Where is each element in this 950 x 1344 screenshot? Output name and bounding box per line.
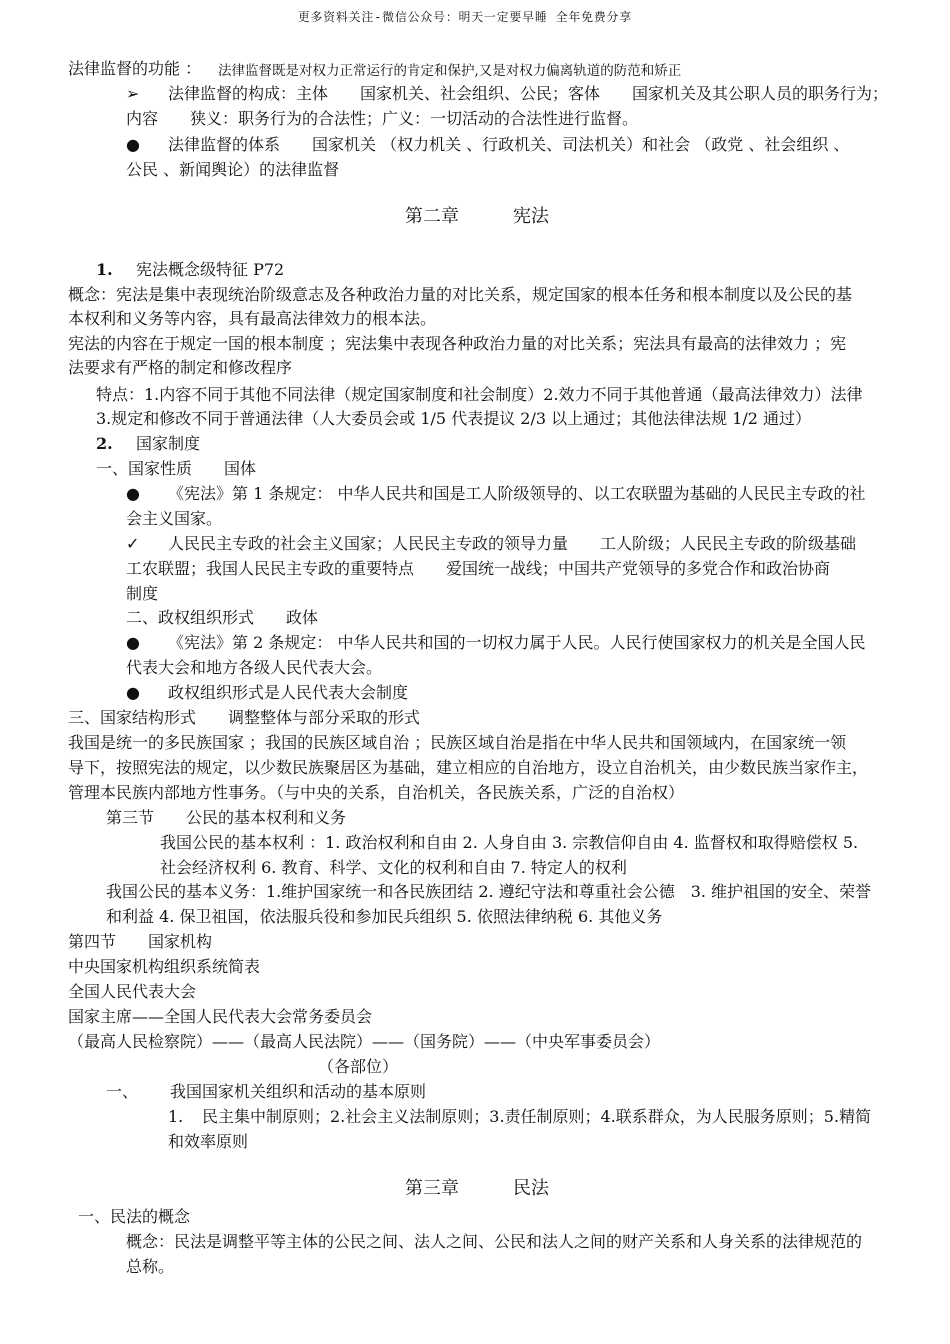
government-form-heading: 二、政权组织形式 政体 bbox=[126, 608, 319, 627]
constitution-content: 宪法的内容在于规定一国的根本制度 ；宪法集中表现各种政治力量的对比关系；宪法具有最高的法律效力 ；宪 bbox=[68, 334, 847, 353]
section-3-heading: 第三节 公民的基本权利和义务 bbox=[106, 808, 347, 827]
principles-number: 一、 bbox=[106, 1082, 139, 1101]
supervision-function-label: 法律监督的功能 ： bbox=[68, 59, 202, 78]
supervision-composition-cont: 内容 狭义：职务行为的合法性；广义：一切活动的合法性进行监督。 bbox=[126, 109, 639, 128]
supervision-composition: 法律监督的构成：主体 国家机关、社会组织、公民；客体 国家机关及其公职人员的职务行为； bbox=[168, 84, 889, 103]
regional-autonomy-cont: 导下，按照宪法的规定，以少数民族聚居区为基础，建立相应的自治地方，设立自治机关，由少数民族当家作主， bbox=[68, 758, 869, 777]
dictatorship-points-cont: 工农联盟；我国人民民主专政的重要特点 爱国统一战线；中国共产党领导的多党合作和政治协商 bbox=[126, 559, 831, 578]
check-icon: ✓ bbox=[126, 534, 140, 553]
article-2-text-cont: 代表大会和地方各级人民代表大会。 bbox=[126, 658, 383, 677]
org-chart-organs: （最高人民检察院）——（最高人民法院）——（国务院）——（中央军事委员会） bbox=[68, 1032, 661, 1051]
article-1-text-cont: 会主义国家。 bbox=[126, 509, 223, 528]
principles-heading: 我国国家机关组织和活动的基本原则 bbox=[170, 1082, 427, 1101]
section-2-title: 国家制度 bbox=[136, 434, 201, 453]
chapter-3-title: 第三章 民法 bbox=[405, 1178, 549, 1199]
supervision-function-text: 法律监督既是对权力正常运行的肯定和保护,又是对权力偏离轨道的防范和矫正 bbox=[218, 63, 682, 79]
constitution-features: 特点：1.内容不同于其他不同法律（规定国家制度和社会制度）2.效力不同于其他普通（最高法律效力）法律 bbox=[96, 385, 863, 404]
org-chart-president: 国家主席——全国人民代表大会常务委员会 bbox=[68, 1007, 373, 1026]
section-2-number: 2. bbox=[96, 434, 113, 453]
dictatorship-points-end: 制度 bbox=[126, 584, 159, 603]
bullet-icon: ● bbox=[126, 135, 140, 154]
article-2-text: 《宪法》第 2 条规定： 中华人民共和国的一切权力属于人民。人民行使国家权力的机关是全国人民 bbox=[168, 633, 866, 652]
page-header-note: 更多资料关注-微信公众号：明天一定要早睡 全年免费分享 bbox=[297, 10, 633, 24]
regional-autonomy: 我国是统一的多民族国家 ；我国的民族区域自治 ；民族区域自治是指在中华人民共和国领域内，在国家统一领 bbox=[68, 733, 847, 752]
peoples-congress-system: 政权组织形式是人民代表大会制度 bbox=[168, 683, 409, 702]
constitution-content-cont: 法要求有严格的制定和修改程序 bbox=[68, 358, 293, 377]
supervision-system: 法律监督的体系 国家机关 （权力机关 、行政机关、司法机关）和社会 （政党 、社会组织 、 bbox=[168, 135, 850, 154]
principles-list-number: 1. bbox=[168, 1107, 184, 1126]
principles-list-cont: 和效率原则 bbox=[168, 1132, 249, 1151]
section-1-number: 1. bbox=[96, 260, 113, 279]
basic-duties: 我国公民的基本义务：1.维护国家统一和各民族团结 2. 遵纪守法和尊重社会公德 3. 维护祖国的安全、荣誉 bbox=[106, 882, 872, 901]
state-structure-heading: 三、国家结构形式 调整整体与部分采取的形式 bbox=[68, 708, 421, 727]
basic-duties-cont: 和利益 4. 保卫祖国，依法服兵役和参加民兵组织 5. 依照法律纳税 6. 其他义务 bbox=[106, 907, 663, 926]
section-4-heading: 第四节 国家机构 bbox=[68, 932, 213, 951]
civil-law-concept-cont: 总称。 bbox=[126, 1257, 175, 1276]
bullet-icon: ● bbox=[126, 633, 140, 652]
dictatorship-points: 人民民主专政的社会主义国家；人民民主专政的领导力量 工人阶级；人民民主专政的阶级基础 bbox=[168, 534, 857, 553]
org-chart-ministries: （各部位） bbox=[318, 1057, 399, 1076]
bullet-icon: ● bbox=[126, 683, 140, 702]
constitution-concept-cont: 本权利和义务等内容，具有最高法律效力的根本法。 bbox=[68, 309, 437, 328]
civil-law-concept: 概念：民法是调整平等主体的公民之间、法人之间、公民和法人之间的财产关系和人身关系的法律规范的 bbox=[126, 1232, 863, 1251]
bullet-icon: ● bbox=[126, 484, 140, 503]
article-1-text: 《宪法》第 1 条规定： 中华人民共和国是工人阶级领导的、以工农联盟为基础的人民民主专政的社 bbox=[168, 484, 866, 503]
constitution-concept: 概念：宪法是集中表现统治阶级意志及各种政治力量的对比关系，规定国家的根本任务和根本制度以及公民的基 bbox=[68, 285, 853, 304]
chapter-2-title: 第二章 宪法 bbox=[405, 206, 549, 227]
arrow-bullet-icon: ➢ bbox=[126, 84, 140, 103]
state-nature-heading: 一、国家性质 国体 bbox=[96, 459, 257, 478]
civil-law-concept-heading: 一、民法的概念 bbox=[78, 1207, 191, 1226]
constitution-features-cont: 3.规定和修改不同于普通法律（人大委员会或 1/5 代表提议 2/3 以上通过；其他法律法规 1/2 通过） bbox=[96, 409, 812, 428]
basic-rights: 我国公民的基本权利 ：1. 政治权利和自由 2. 人身自由 3. 宗教信仰自由 4. 监督权和取得赔偿权 5. bbox=[160, 833, 859, 852]
org-chart-npc: 全国人民代表大会 bbox=[68, 982, 197, 1001]
section-1-title: 宪法概念级特征 P72 bbox=[136, 260, 285, 279]
org-chart-title: 中央国家机构组织系统简表 bbox=[68, 957, 261, 976]
supervision-system-cont: 公民 、新闻舆论）的法律监督 bbox=[126, 160, 340, 179]
principles-list: 民主集中制原则；2.社会主义法制原则；3.责任制原则；4.联系群众，为人民服务原则；5.精简 bbox=[202, 1107, 872, 1126]
regional-autonomy-end: 管理本民族内部地方性事务。（与中央的关系，自治机关，各民族关系，广泛的自治权） bbox=[68, 783, 685, 802]
basic-rights-cont: 社会经济权利 6. 教育、科学、文化的权利和自由 7. 特定人的权利 bbox=[160, 858, 627, 877]
